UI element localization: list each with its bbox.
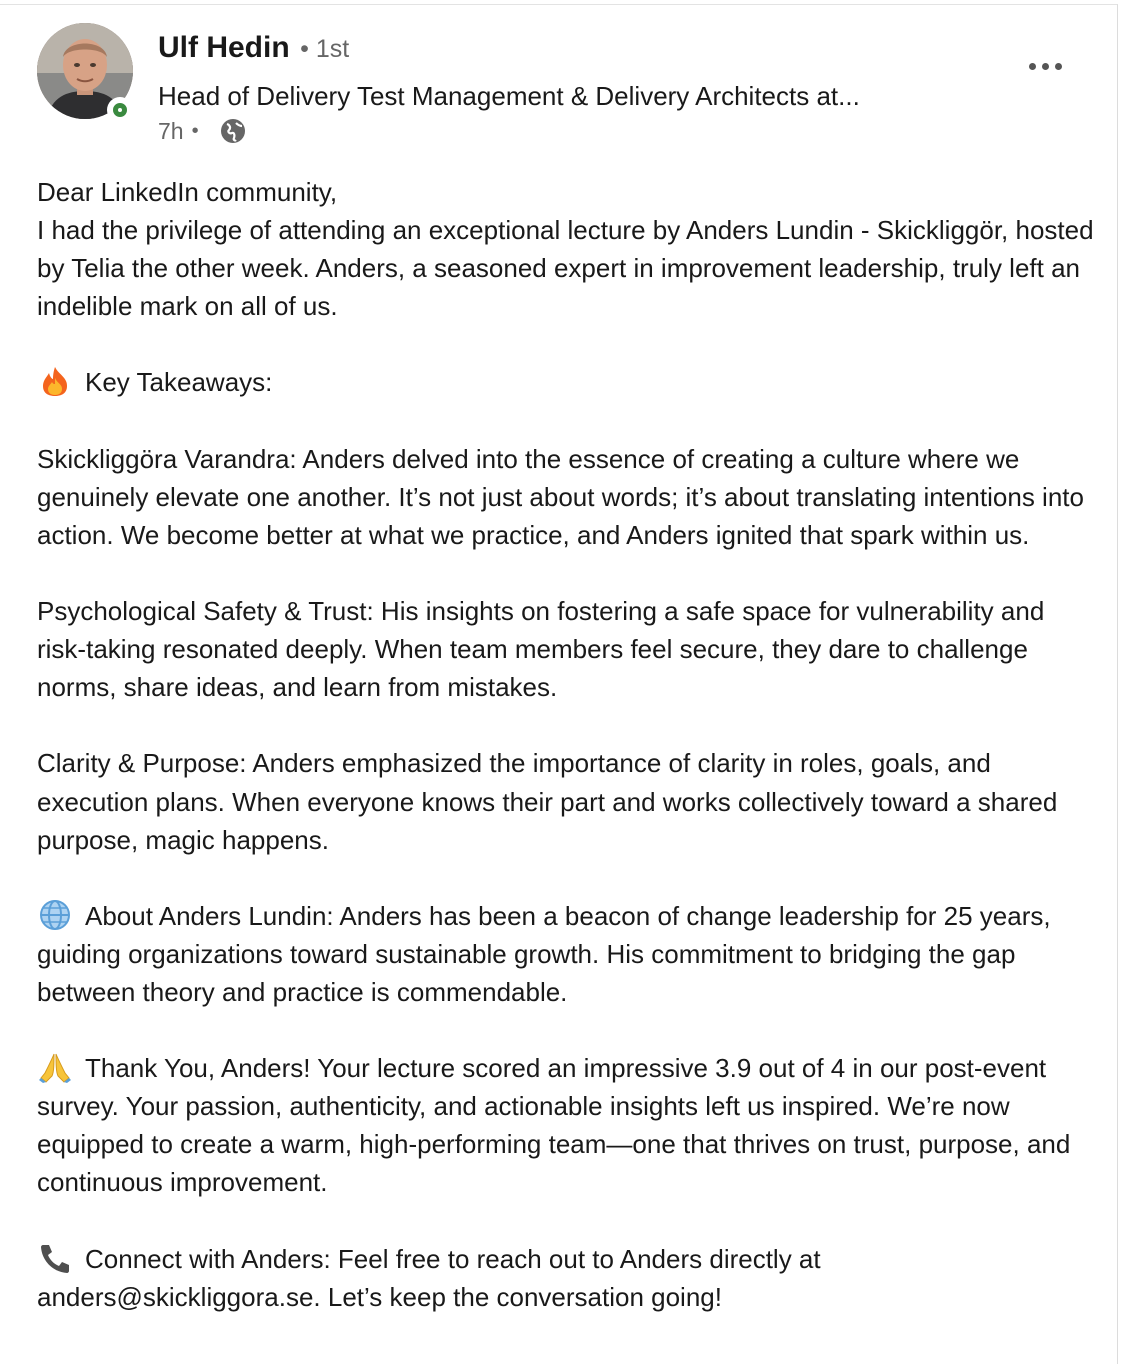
thanks-text: Thank You, Anders! Your lecture scored an impressive 3.9 out of 4 in our post-event survey. Your passion, authenticity, and actionable insights left us inspired. We’re now equipped to create a warm, high-performing team—one that thrives on trust, purpose, and continuous improvement.: [37, 1053, 1071, 1198]
connection-degree: • 1st: [300, 35, 350, 63]
takeaway-3-text: Clarity & Purpose: Anders emphasized the importance of clarity in roles, goals, and execution plans. When everyone knows their part and works collectively toward a shared purpose, magic happens.: [37, 748, 1058, 855]
folded-hands-icon: [37, 1051, 73, 1083]
takeaways-heading: [37, 363, 1097, 401]
meta-separator: •: [191, 119, 199, 142]
fire-icon: [37, 365, 73, 397]
takeaway-1-text: Skickliggöra Varandra: Anders delved into the essence of creating a culture where we genuinely elevate one another. It’s not just about words; it’s about translating intentions into action. We become better at what we practice, and Anders ignited that spark within us.: [37, 443, 1084, 550]
author-headline[interactable]: Head of Delivery Test Management & Delivery Architects at...: [158, 81, 860, 111]
about-paragraph: [37, 897, 1097, 1011]
connect-text: Connect with Anders: Feel free to reach out to Anders directly at: [85, 1243, 821, 1274]
globe-emoji-icon: [37, 899, 73, 931]
post-meta: [158, 117, 247, 145]
takeaway-2-text: Psychological Safety & Trust: His insights on fostering a safe space for vulnerability and risk-taking resonated deeply. When team members feel secure, they dare to challenge norms, share ideas, and learn from mistakes.: [37, 596, 1045, 703]
online-status-icon: [107, 97, 133, 123]
globe-icon: [219, 117, 247, 145]
author-name[interactable]: Ulf Hedin: [158, 31, 290, 64]
thanks-paragraph: [37, 1049, 1097, 1201]
post-card: [0, 4, 1118, 1364]
greeting-text: Dear LinkedIn community,: [37, 177, 338, 207]
more-options-button[interactable]: [1020, 53, 1070, 79]
post-body: [37, 173, 1097, 1316]
author-name-row: [158, 31, 349, 65]
post-time: 7h: [158, 117, 184, 144]
dot-icon: [1055, 63, 1062, 70]
telephone-icon: [37, 1242, 73, 1274]
email-link[interactable]: anders@skickliggora.se: [37, 1281, 314, 1312]
takeaways-heading-text: Key Takeaways:: [85, 367, 273, 398]
intro-text: I had the privilege of attending an exceptional lecture by Anders Lundin - Skickliggör, hosted by Telia the other week. Anders, a seasoned expert in improvement leadership, truly left an indelible mark on all of us.: [37, 215, 1094, 322]
connect-suffix-text: . Let’s keep the conversation going!: [313, 1281, 722, 1312]
about-text: About Anders Lundin: Anders has been a beacon of change leadership for 25 years, guiding organizations toward sustainable growth. His commitment to bridging the gap between theory and practice is commendable.: [37, 900, 1051, 1007]
dot-icon: [1042, 63, 1049, 70]
connect-paragraph: [37, 1240, 1097, 1316]
dot-icon: [1029, 63, 1036, 70]
